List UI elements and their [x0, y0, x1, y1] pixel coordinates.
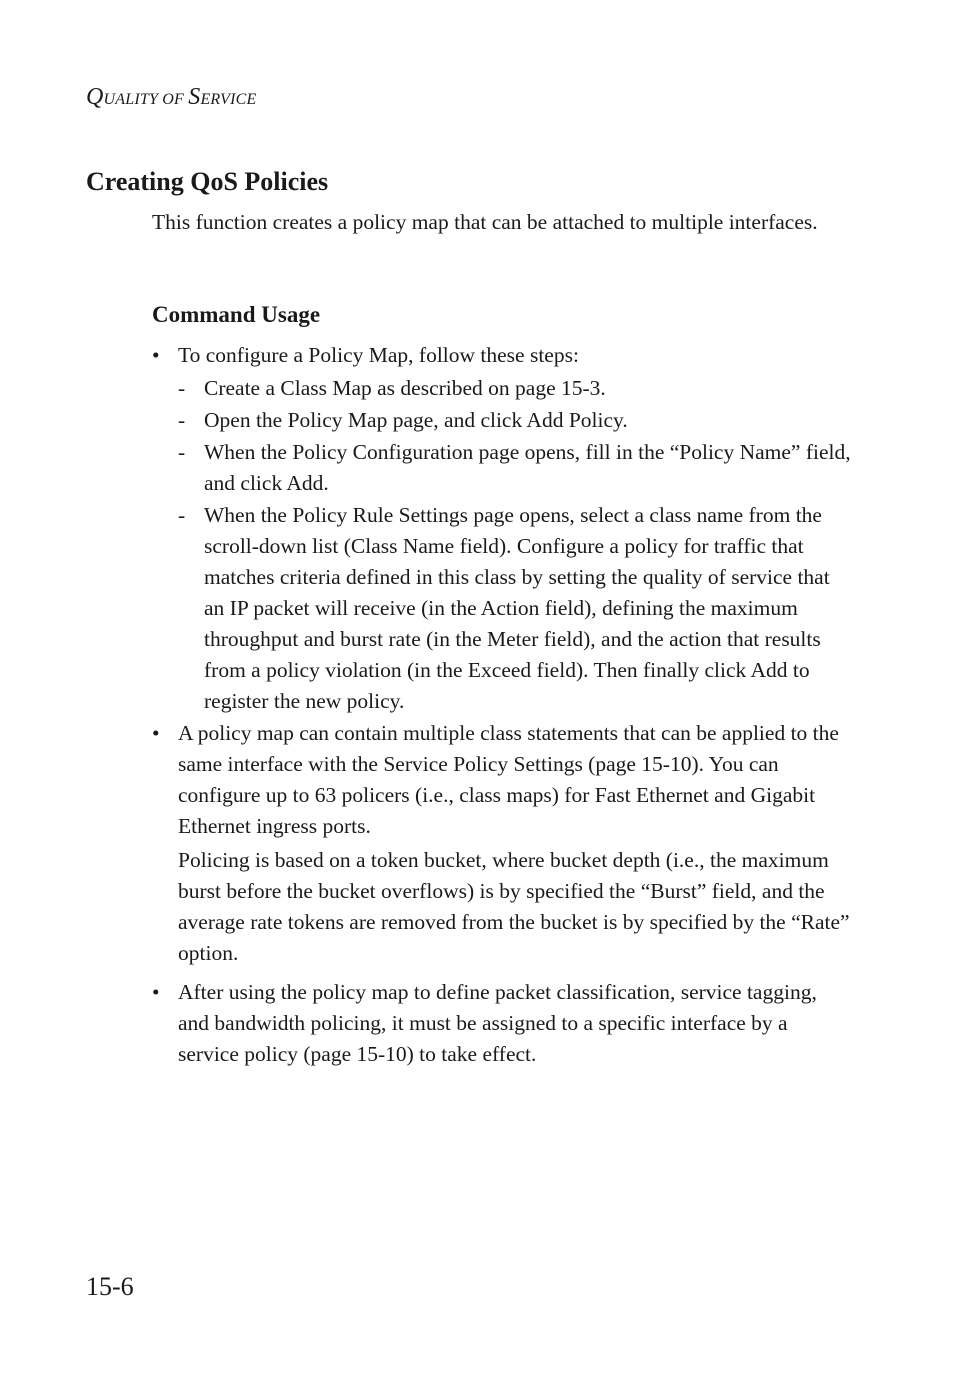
step-text: When the Policy Configuration page opens, fill in the “Policy Name” field, and click Add.: [204, 440, 851, 495]
command-usage-title: Command Usage: [152, 302, 321, 327]
step-item: [178, 405, 852, 436]
section-intro: This function creates a policy map that can be attached to multiple interfaces.: [152, 210, 818, 234]
section-title: Creating QoS Policies: [86, 167, 329, 196]
running-header-part-1: UALITY OF: [103, 91, 189, 108]
bullet-item: [152, 977, 852, 1070]
bullet-text: After using the policy map to define packet classification, service tagging, and bandwidth policing, it must be assigned to a specific interface by a service policy (page 15-10) to take effect.: [178, 980, 817, 1066]
running-header: [86, 84, 256, 111]
bullet-mark: •: [152, 343, 160, 367]
step-dash: -: [178, 376, 186, 400]
step-dash: -: [178, 408, 186, 432]
bullet-mark: •: [152, 721, 160, 745]
step-text: When the Policy Rule Settings page opens, select a class name from the scroll-down list (Class Name field). Configure a policy for traffic that matches criteria defined in this class by setting the quality of service that an IP packet will receive (in the Action field), defining the maximum throughput and burst rate (in the Meter field), and the action that results from a policy violation (in the Exceed field). Then finally click Add to register the new policy.: [204, 503, 830, 713]
bullet-mark: •: [152, 980, 160, 1004]
step-list: [178, 373, 852, 717]
bullet-text: A policy map can contain multiple class statements that can be applied to the same interface with the Service Policy Settings (page 15-10). You can configure up to 63 policers (i.e., class maps) for Fast Ethernet and Gigabit Ethernet ingress ports.: [178, 721, 839, 838]
page-number: 15-6: [86, 1272, 134, 1301]
bullet-item: [152, 718, 852, 969]
step-dash: -: [178, 503, 186, 527]
running-header-part-2: ERVICE: [200, 91, 257, 108]
step-text: Create a Class Map as described on page 15-3.: [204, 376, 606, 400]
step-item: [178, 373, 852, 404]
running-header-initial-s: S: [188, 84, 201, 110]
step-text: Open the Policy Map page, and click Add Policy.: [204, 408, 628, 432]
command-usage-list: [152, 340, 852, 1070]
step-item: [178, 437, 852, 499]
step-dash: -: [178, 440, 186, 464]
bullet-text: To configure a Policy Map, follow these steps:: [178, 343, 579, 367]
bullet-item: [152, 340, 852, 717]
bullet-text-continued: Policing is based on a token bucket, where bucket depth (i.e., the maximum burst before the bucket overflows) is by specified the “Burst” field, and the average rate tokens are removed from the bucket is by specified by the “Rate” option.: [178, 848, 850, 965]
running-header-initial-q: Q: [86, 84, 104, 110]
step-item: [178, 500, 852, 717]
